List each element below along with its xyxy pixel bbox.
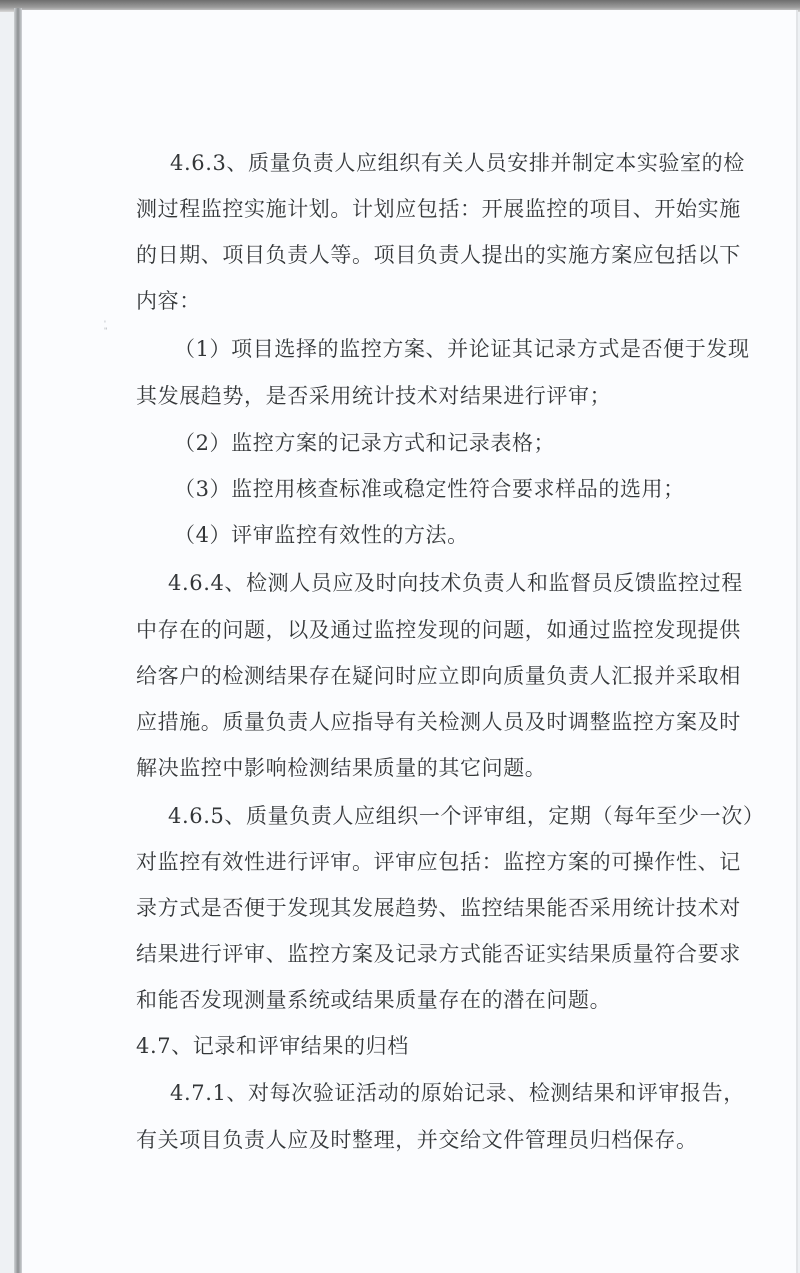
clause-4-6-3-line-1: 4.6.3、质量负责人应组织有关人员安排并制定本实验室的检	[170, 151, 745, 175]
clause-4-6-4-line-5: 解决监控中影响检测结果质量的其它问题。	[136, 756, 547, 780]
list-item-3: （3）监控用核查标准或稳定性符合要求样品的选用；	[174, 477, 685, 501]
clause-4-6-3-line-4: 内容：	[136, 289, 201, 313]
clause-4-6-4-line-3: 给客户的检测结果存在疑问时应立即向质量负责人汇报并采取相	[136, 664, 741, 688]
clause-4-6-5-line-5: 和能否发现测量系统或结果质量存在的潜在问题。	[136, 988, 612, 1012]
clause-4-6-3-line-3: 的日期、项目负责人等。项目负责人提出的实施方案应包括以下	[136, 243, 741, 267]
section-heading-4-7: 4.7、记录和评审结果的归档	[136, 1034, 409, 1058]
list-item-1-line-2: 其发展趋势，是否采用统计技术对结果进行评审；	[136, 384, 612, 408]
list-item-1-line-1: （1）项目选择的监控方案、并论证其记录方式是否便于发现	[174, 337, 750, 361]
list-item-2: （2）监控方案的记录方式和记录表格；	[174, 431, 556, 455]
scan-artifact-mark: ' "	[104, 320, 108, 335]
clause-4-6-5-line-4: 结果进行评审、监控方案及记录方式能否证实结果质量符合要求	[136, 942, 741, 966]
clause-4-6-4-line-4: 应措施。质量负责人应指导有关检测人员及时调整监控方案及时	[136, 710, 741, 734]
clause-4-7-1-line-1: 4.7.1、对每次验证活动的原始记录、检测结果和评审报告，	[170, 1081, 745, 1105]
clause-4-6-3-line-2: 测过程监控实施计划。计划应包括：开展监控的项目、开始实施	[136, 197, 741, 221]
clause-4-6-5-line-3: 录方式是否便于发现其发展趋势、监控结果能否采用统计技术对	[136, 896, 741, 920]
clause-4-6-5-line-2: 对监控有效性进行评审。评审应包括：监控方案的可操作性、记	[136, 850, 741, 874]
clause-4-6-5-line-1: 4.6.5、质量负责人应组织一个评审组，定期（每年至少一次）	[168, 804, 765, 828]
clause-4-6-4-line-2: 中存在的问题，以及通过监控发现的问题，如通过监控发现提供	[136, 618, 741, 642]
list-item-4: （4）评审监控有效性的方法。	[174, 523, 469, 547]
scan-binding-edge	[14, 8, 22, 1273]
clause-4-7-1-line-2: 有关项目负责人应及时整理，并交给文件管理员归档保存。	[136, 1128, 698, 1152]
clause-4-6-4-line-1: 4.6.4、检测人员应及时向技术负责人和监督员反馈监控过程	[168, 571, 743, 595]
